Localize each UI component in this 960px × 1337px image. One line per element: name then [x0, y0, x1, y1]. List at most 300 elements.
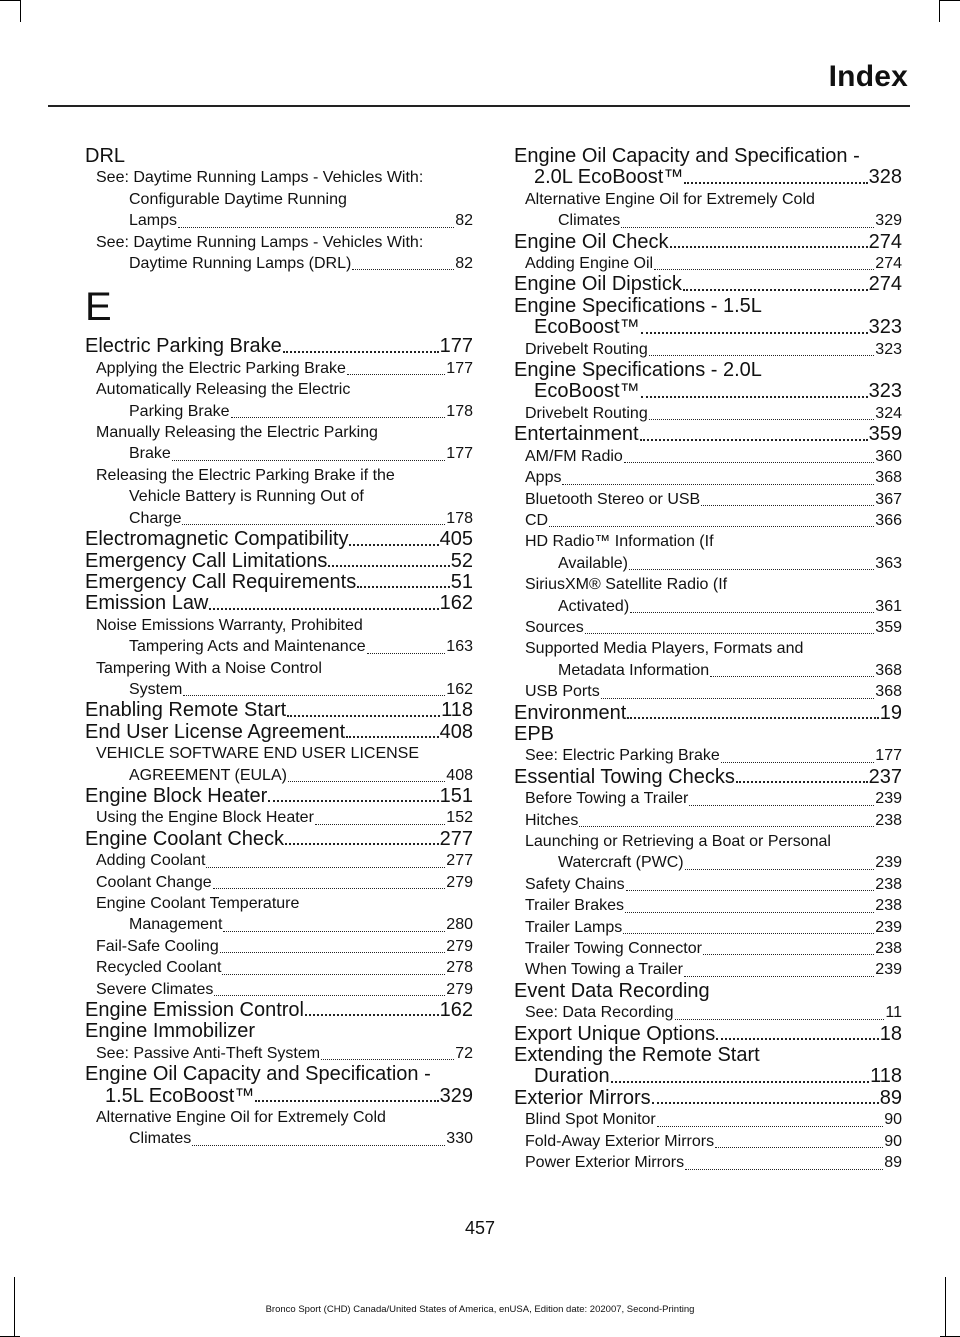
page-ref: 280: [446, 916, 473, 934]
entry-text: See: Daytime Running Lamps - Vehicles With:: [96, 233, 424, 251]
index-subentry: [85, 807, 473, 828]
page-ref: 408: [446, 766, 473, 784]
dot-leader: [710, 675, 874, 677]
page-ref: 51: [450, 570, 473, 593]
page-ref: 152: [446, 809, 473, 827]
index-entry: [85, 722, 473, 743]
entry-text: Blind Spot Monitor: [525, 1111, 656, 1129]
entry-text: Emission Law: [85, 592, 209, 615]
dot-leader: [621, 226, 874, 228]
page-ref: 82: [455, 212, 473, 230]
dot-leader: [641, 395, 868, 398]
page-ref: 90: [884, 1111, 902, 1129]
entry-text: Brake: [129, 445, 171, 463]
page-ref: 274: [868, 230, 902, 253]
entry-text: VEHICLE SOFTWARE END USER LICENSE: [96, 745, 420, 763]
dot-leader: [721, 761, 875, 763]
index-subentry: [514, 938, 902, 959]
index-entry: [85, 551, 473, 572]
page-ref: 118: [870, 1065, 902, 1088]
entry-line: [85, 786, 473, 807]
entry-line: [514, 317, 902, 338]
entry-line: [96, 936, 473, 957]
page-ref: 324: [875, 404, 902, 422]
entry-line: [525, 810, 902, 831]
entry-text: Trailer Lamps: [525, 918, 623, 936]
entry-text: Electric Parking Brake: [85, 335, 282, 358]
entry-line: [85, 700, 473, 721]
entry-line: [514, 767, 902, 788]
dot-leader: [649, 354, 875, 356]
entry-text: Power Exterior Mirrors: [525, 1154, 685, 1172]
index-subentry: [514, 681, 902, 702]
index-column-left: [85, 146, 473, 1150]
entry-line: [525, 553, 902, 574]
entry-text: Trailer Towing Connector: [525, 940, 702, 958]
index-section-letter: E: [85, 285, 112, 330]
index-subentry: [514, 446, 902, 467]
index-subentry: [514, 1002, 902, 1023]
entry-text: Essential Towing Checks: [514, 765, 735, 788]
entry-line: [525, 917, 902, 938]
entry-text: Safety Chains: [525, 875, 625, 893]
entry-line: [96, 1128, 473, 1149]
page-ref: 237: [868, 765, 902, 788]
index-subentry: [85, 743, 473, 786]
page-ref: 277: [446, 852, 473, 870]
page-ref: 239: [875, 790, 902, 808]
index-subentry: [514, 403, 902, 424]
entry-line: [525, 1109, 902, 1130]
entry-text: Watercraft (PWC): [558, 854, 684, 872]
page-title: Index: [828, 60, 908, 93]
dot-leader: [625, 911, 874, 913]
dot-leader: [328, 564, 449, 567]
page-ref: 368: [875, 683, 902, 701]
entry-text: CD: [525, 511, 549, 529]
entry-line: [514, 1066, 902, 1087]
page-ref: 52: [450, 549, 473, 572]
entry-line: [96, 210, 473, 231]
dot-leader: [716, 1037, 879, 1040]
dot-leader: [657, 1125, 883, 1127]
dot-leader: [182, 523, 445, 525]
dot-leader: [640, 438, 868, 441]
index-subentry: [514, 489, 902, 510]
page-ref: 367: [875, 490, 902, 508]
entry-text: End User License Agreement: [85, 720, 346, 743]
dot-leader: [255, 1099, 438, 1102]
dot-leader: [231, 416, 446, 418]
page-ref: 274: [868, 273, 902, 296]
entry-line: [85, 1086, 473, 1107]
index-subentry: [514, 895, 902, 916]
entry-text: Emergency Call Limitations: [85, 549, 328, 572]
crop-mark: [0, 0, 20, 1]
page-ref: 329: [875, 212, 902, 230]
page-ref: 238: [875, 940, 902, 958]
dot-leader: [549, 525, 874, 527]
index-subentry: [85, 465, 473, 529]
entry-line: [85, 722, 473, 743]
entry-text: Environment: [514, 701, 627, 724]
entry-line: [96, 358, 473, 379]
entry-text: EcoBoost™: [534, 380, 640, 403]
entry-text: Adding Engine Oil: [525, 255, 654, 273]
index-subentry: [514, 788, 902, 809]
entry-line: [525, 874, 902, 895]
index-subentry: [85, 358, 473, 379]
dot-leader: [214, 994, 445, 996]
dot-leader: [321, 1058, 454, 1060]
dot-leader: [183, 694, 445, 696]
entry-text: Engine Specifications - 1.5L: [514, 294, 762, 317]
dot-leader: [352, 268, 454, 270]
entry-text: Manually Releasing the Electric Parking: [96, 424, 378, 442]
entry-text: Enabling Remote Start: [85, 699, 287, 722]
entry-line: [85, 829, 473, 850]
entry-text: Recycled Coolant: [96, 959, 222, 977]
page-ref: 329: [439, 1084, 473, 1107]
entry-text: Trailer Brakes: [525, 897, 624, 915]
entry-line: [525, 210, 902, 231]
dot-leader: [626, 889, 875, 891]
entry-text: Duration: [534, 1065, 610, 1088]
dot-leader: [346, 735, 438, 738]
entry-line: [525, 895, 902, 916]
dot-leader: [630, 611, 874, 613]
page-ref: 278: [446, 959, 473, 977]
dot-leader: [701, 504, 874, 506]
index-subentry: [514, 253, 902, 274]
page-ref: 118: [441, 699, 473, 722]
entry-text: Sources: [525, 618, 584, 636]
entry-line: [96, 850, 473, 871]
page-ref: 366: [875, 511, 902, 529]
entry-text: HD Radio™ Information (If: [525, 533, 714, 551]
dot-leader: [689, 804, 874, 806]
entry-text: Activated): [558, 597, 630, 615]
dot-leader: [357, 585, 450, 588]
page-ref: 330: [446, 1130, 473, 1148]
index-entry: [85, 1064, 473, 1107]
dot-leader: [367, 652, 446, 654]
dot-leader: [623, 932, 874, 934]
dot-leader: [611, 1080, 870, 1083]
entry-text: See: Daytime Running Lamps - Vehicles With:: [96, 169, 424, 187]
dot-leader: [654, 268, 874, 270]
crop-mark: [939, 0, 940, 22]
entry-text: Alternative Engine Oil for Extremely Cold: [525, 190, 815, 208]
entry-line: [96, 765, 473, 786]
entry-text: Exterior Mirrors: [514, 1086, 651, 1109]
dot-leader: [627, 716, 878, 719]
entry-text: Supported Media Players, Formats and: [525, 640, 804, 658]
index-subentry: [85, 1107, 473, 1150]
entry-text: When Towing a Trailer: [525, 961, 683, 979]
entry-text: EcoBoost™: [534, 316, 640, 339]
page-ref: 279: [446, 873, 473, 891]
entry-text: AM/FM Radio: [525, 447, 623, 465]
entry-text: Alternative Engine Oil for Extremely Cold: [96, 1109, 386, 1127]
entry-line: [525, 510, 902, 531]
entry-text: Charge: [129, 509, 182, 527]
entry-text: Drivebelt Routing: [525, 340, 648, 358]
entry-line: [514, 424, 902, 445]
index-subentry: [514, 1109, 902, 1130]
entry-text: See: Electric Parking Brake: [525, 747, 720, 765]
index-subentry: [85, 422, 473, 465]
entry-text: Adding Coolant: [96, 852, 206, 870]
dot-leader: [652, 1101, 879, 1104]
entry-line: [96, 508, 473, 529]
page-ref: 177: [875, 747, 902, 765]
page-ref: 277: [439, 827, 473, 850]
entry-text: Fail-Safe Cooling: [96, 937, 219, 955]
entry-line: [96, 872, 473, 893]
entry-line: [514, 1088, 902, 1109]
index-subentry: [514, 531, 902, 574]
entry-text: See: Data Recording: [525, 1004, 674, 1022]
index-subentry: [85, 979, 473, 1000]
entry-line: [525, 617, 902, 638]
page-ref: 238: [875, 875, 902, 893]
entry-text: Electromagnetic Compatibility: [85, 528, 349, 551]
index-subentry: [514, 467, 902, 488]
entry-line: [514, 1024, 902, 1045]
entry-line: [525, 253, 902, 274]
entry-line: [525, 788, 902, 809]
index-entry: [85, 829, 473, 850]
entry-line: [525, 959, 902, 980]
dot-leader: [220, 951, 446, 953]
page-ref: 279: [446, 980, 473, 998]
entry-line: [96, 914, 473, 935]
entry-text: Daytime Running Lamps (DRL): [129, 255, 352, 273]
index-entry: [514, 274, 902, 295]
page-ref: 279: [446, 937, 473, 955]
dot-leader: [685, 1168, 883, 1170]
page-ref: 360: [875, 447, 902, 465]
entry-text: Engine Specifications - 2.0L: [514, 359, 762, 382]
entry-line: [525, 596, 902, 617]
entry-text: Extending the Remote Start: [514, 1044, 760, 1067]
dot-leader: [684, 975, 874, 977]
page-ref: 239: [875, 854, 902, 872]
entry-text: Automatically Releasing the Electric: [96, 381, 351, 399]
dot-leader: [268, 799, 438, 802]
page-ref: 368: [875, 661, 902, 679]
page-ref: 238: [875, 811, 902, 829]
page-ref: 18: [879, 1022, 902, 1045]
entry-text: Engine Oil Check: [514, 230, 669, 253]
dot-leader: [223, 930, 445, 932]
entry-text: Climates: [129, 1130, 192, 1148]
index-subentry: [85, 850, 473, 871]
entry-text: Applying the Electric Parking Brake: [96, 359, 346, 377]
page-ref: 328: [868, 166, 902, 189]
entry-line: [514, 167, 902, 188]
entry-line: [96, 957, 473, 978]
page-ref: 162: [446, 680, 473, 698]
page-ref: 19: [879, 701, 902, 724]
page-ref: 11: [885, 1004, 902, 1022]
dot-leader: [178, 226, 454, 228]
index-entry: [514, 1045, 902, 1088]
index-subentry: [514, 574, 902, 617]
index-subentry: [514, 959, 902, 980]
dot-leader: [579, 825, 874, 827]
dot-leader: [315, 823, 445, 825]
index-subentry: [85, 936, 473, 957]
index-subentry: [514, 917, 902, 938]
index-entry: [85, 1000, 473, 1021]
entry-text: Configurable Daytime Running: [129, 190, 347, 208]
dot-leader: [288, 780, 445, 782]
entry-text: Tampering Acts and Maintenance: [129, 638, 366, 656]
entry-line: [525, 339, 902, 360]
dot-leader: [172, 459, 446, 461]
entry-text: Engine Oil Dipstick: [514, 273, 682, 296]
index-subentry: [514, 745, 902, 766]
index-subentry: [514, 638, 902, 681]
entry-line: [514, 232, 902, 253]
entry-line: [514, 381, 902, 402]
entry-text: AGREEMENT (EULA): [129, 766, 287, 784]
entry-text: Using the Engine Block Heater: [96, 809, 314, 827]
entry-line: [525, 489, 902, 510]
entry-line: [96, 401, 473, 422]
index-subentry: [514, 510, 902, 531]
page-ref: 323: [868, 380, 902, 403]
entry-text: Engine Oil Capacity and Specification -: [514, 145, 860, 167]
entry-line: [85, 593, 473, 614]
entry-text: Hitches: [525, 811, 579, 829]
entry-text: Engine Oil Capacity and Specification -: [85, 1063, 431, 1086]
entry-text: Export Unique Options: [514, 1022, 716, 1045]
entry-text: Emergency Call Requirements: [85, 570, 357, 593]
page-ref: 72: [455, 1044, 473, 1062]
entry-text: See: Passive Anti-Theft System: [96, 1044, 321, 1062]
index-entry: [514, 424, 902, 445]
page-ref: 239: [875, 918, 902, 936]
page-ref: 361: [875, 597, 902, 615]
page-ref: 405: [439, 528, 473, 551]
index-subentry: [514, 810, 902, 831]
entry-line: [525, 660, 902, 681]
entry-text: Engine Block Heater: [85, 784, 268, 807]
entry-text: Parking Brake: [129, 402, 230, 420]
index-subentry: [85, 658, 473, 701]
entry-text: Apps: [525, 469, 562, 487]
index-subentry: [85, 167, 473, 231]
entry-text: Engine Coolant Temperature: [96, 895, 300, 912]
dot-leader: [562, 483, 874, 485]
page-ref: 89: [884, 1154, 902, 1172]
index-subentry: [514, 831, 902, 874]
entry-line: [96, 979, 473, 1000]
dot-leader: [349, 543, 438, 546]
index-entry: [514, 1088, 902, 1109]
index-entry: [514, 146, 902, 189]
dot-leader: [285, 842, 439, 845]
header-rule: [48, 105, 910, 107]
dot-leader: [213, 887, 446, 889]
entry-text: Entertainment: [514, 423, 639, 446]
entry-text: SiriusXM® Satellite Radio (If: [525, 576, 728, 594]
dot-leader: [206, 866, 445, 868]
entry-text: 1.5L EcoBoost™: [105, 1084, 255, 1107]
dot-leader: [624, 461, 875, 463]
entry-line: [525, 745, 902, 766]
dot-leader: [629, 568, 874, 570]
page-ref: 178: [446, 402, 473, 420]
dot-leader: [287, 714, 440, 717]
entry-line: [525, 467, 902, 488]
index-entry: [514, 767, 902, 788]
entry-line: [525, 1131, 902, 1152]
entry-text: Engine Emission Control: [85, 999, 304, 1022]
index-entry: [514, 232, 902, 253]
page-ref: 151: [439, 784, 473, 807]
entry-line: [85, 1000, 473, 1021]
page-ref: 89: [879, 1086, 902, 1109]
crop-mark: [940, 0, 960, 1]
entry-line: [96, 1043, 473, 1064]
index-entry: [85, 572, 473, 593]
entry-text: 2.0L EcoBoost™: [534, 166, 684, 189]
entry-text: Releasing the Electric Parking Brake if the: [96, 466, 395, 484]
entry-text: Bluetooth Stereo or USB: [525, 490, 701, 508]
entry-line: [525, 1002, 902, 1023]
entry-text: Engine Coolant Check: [85, 827, 285, 850]
entry-text: Available): [558, 554, 628, 572]
index-heading: Engine Immobilizer: [85, 1020, 256, 1043]
entry-line: [525, 938, 902, 959]
page-ref: 359: [875, 618, 902, 636]
index-heading: EPB: [514, 722, 555, 745]
page-ref: 163: [446, 638, 473, 656]
entry-text: Management: [129, 916, 223, 934]
page-ref: 177: [446, 445, 473, 463]
page-ref: 178: [446, 509, 473, 527]
entry-text: Before Towing a Trailer: [525, 790, 689, 808]
page-ref: 82: [455, 255, 473, 273]
index-subentry: [85, 893, 473, 936]
entry-line: [96, 253, 473, 274]
entry-text: Tampering With a Noise Control: [96, 659, 322, 677]
index-subentry: [514, 189, 902, 232]
index-entry: [514, 360, 902, 403]
entry-line: [96, 679, 473, 700]
page-ref: 368: [875, 469, 902, 487]
dot-leader: [684, 181, 867, 184]
entry-text: Noise Emissions Warranty, Prohibited: [96, 616, 363, 634]
index-heading: DRL: [85, 145, 126, 167]
index-entry: [85, 786, 473, 807]
entry-line: [525, 681, 902, 702]
dot-leader: [305, 1013, 439, 1016]
entry-line: [514, 703, 902, 724]
dot-leader: [736, 780, 868, 783]
dot-leader: [649, 418, 875, 420]
page-ref: 359: [868, 423, 902, 446]
entry-text: Coolant Change: [96, 873, 212, 891]
index-subentry: [85, 1043, 473, 1064]
entry-line: [525, 446, 902, 467]
dot-leader: [283, 350, 439, 353]
entry-line: [525, 403, 902, 424]
